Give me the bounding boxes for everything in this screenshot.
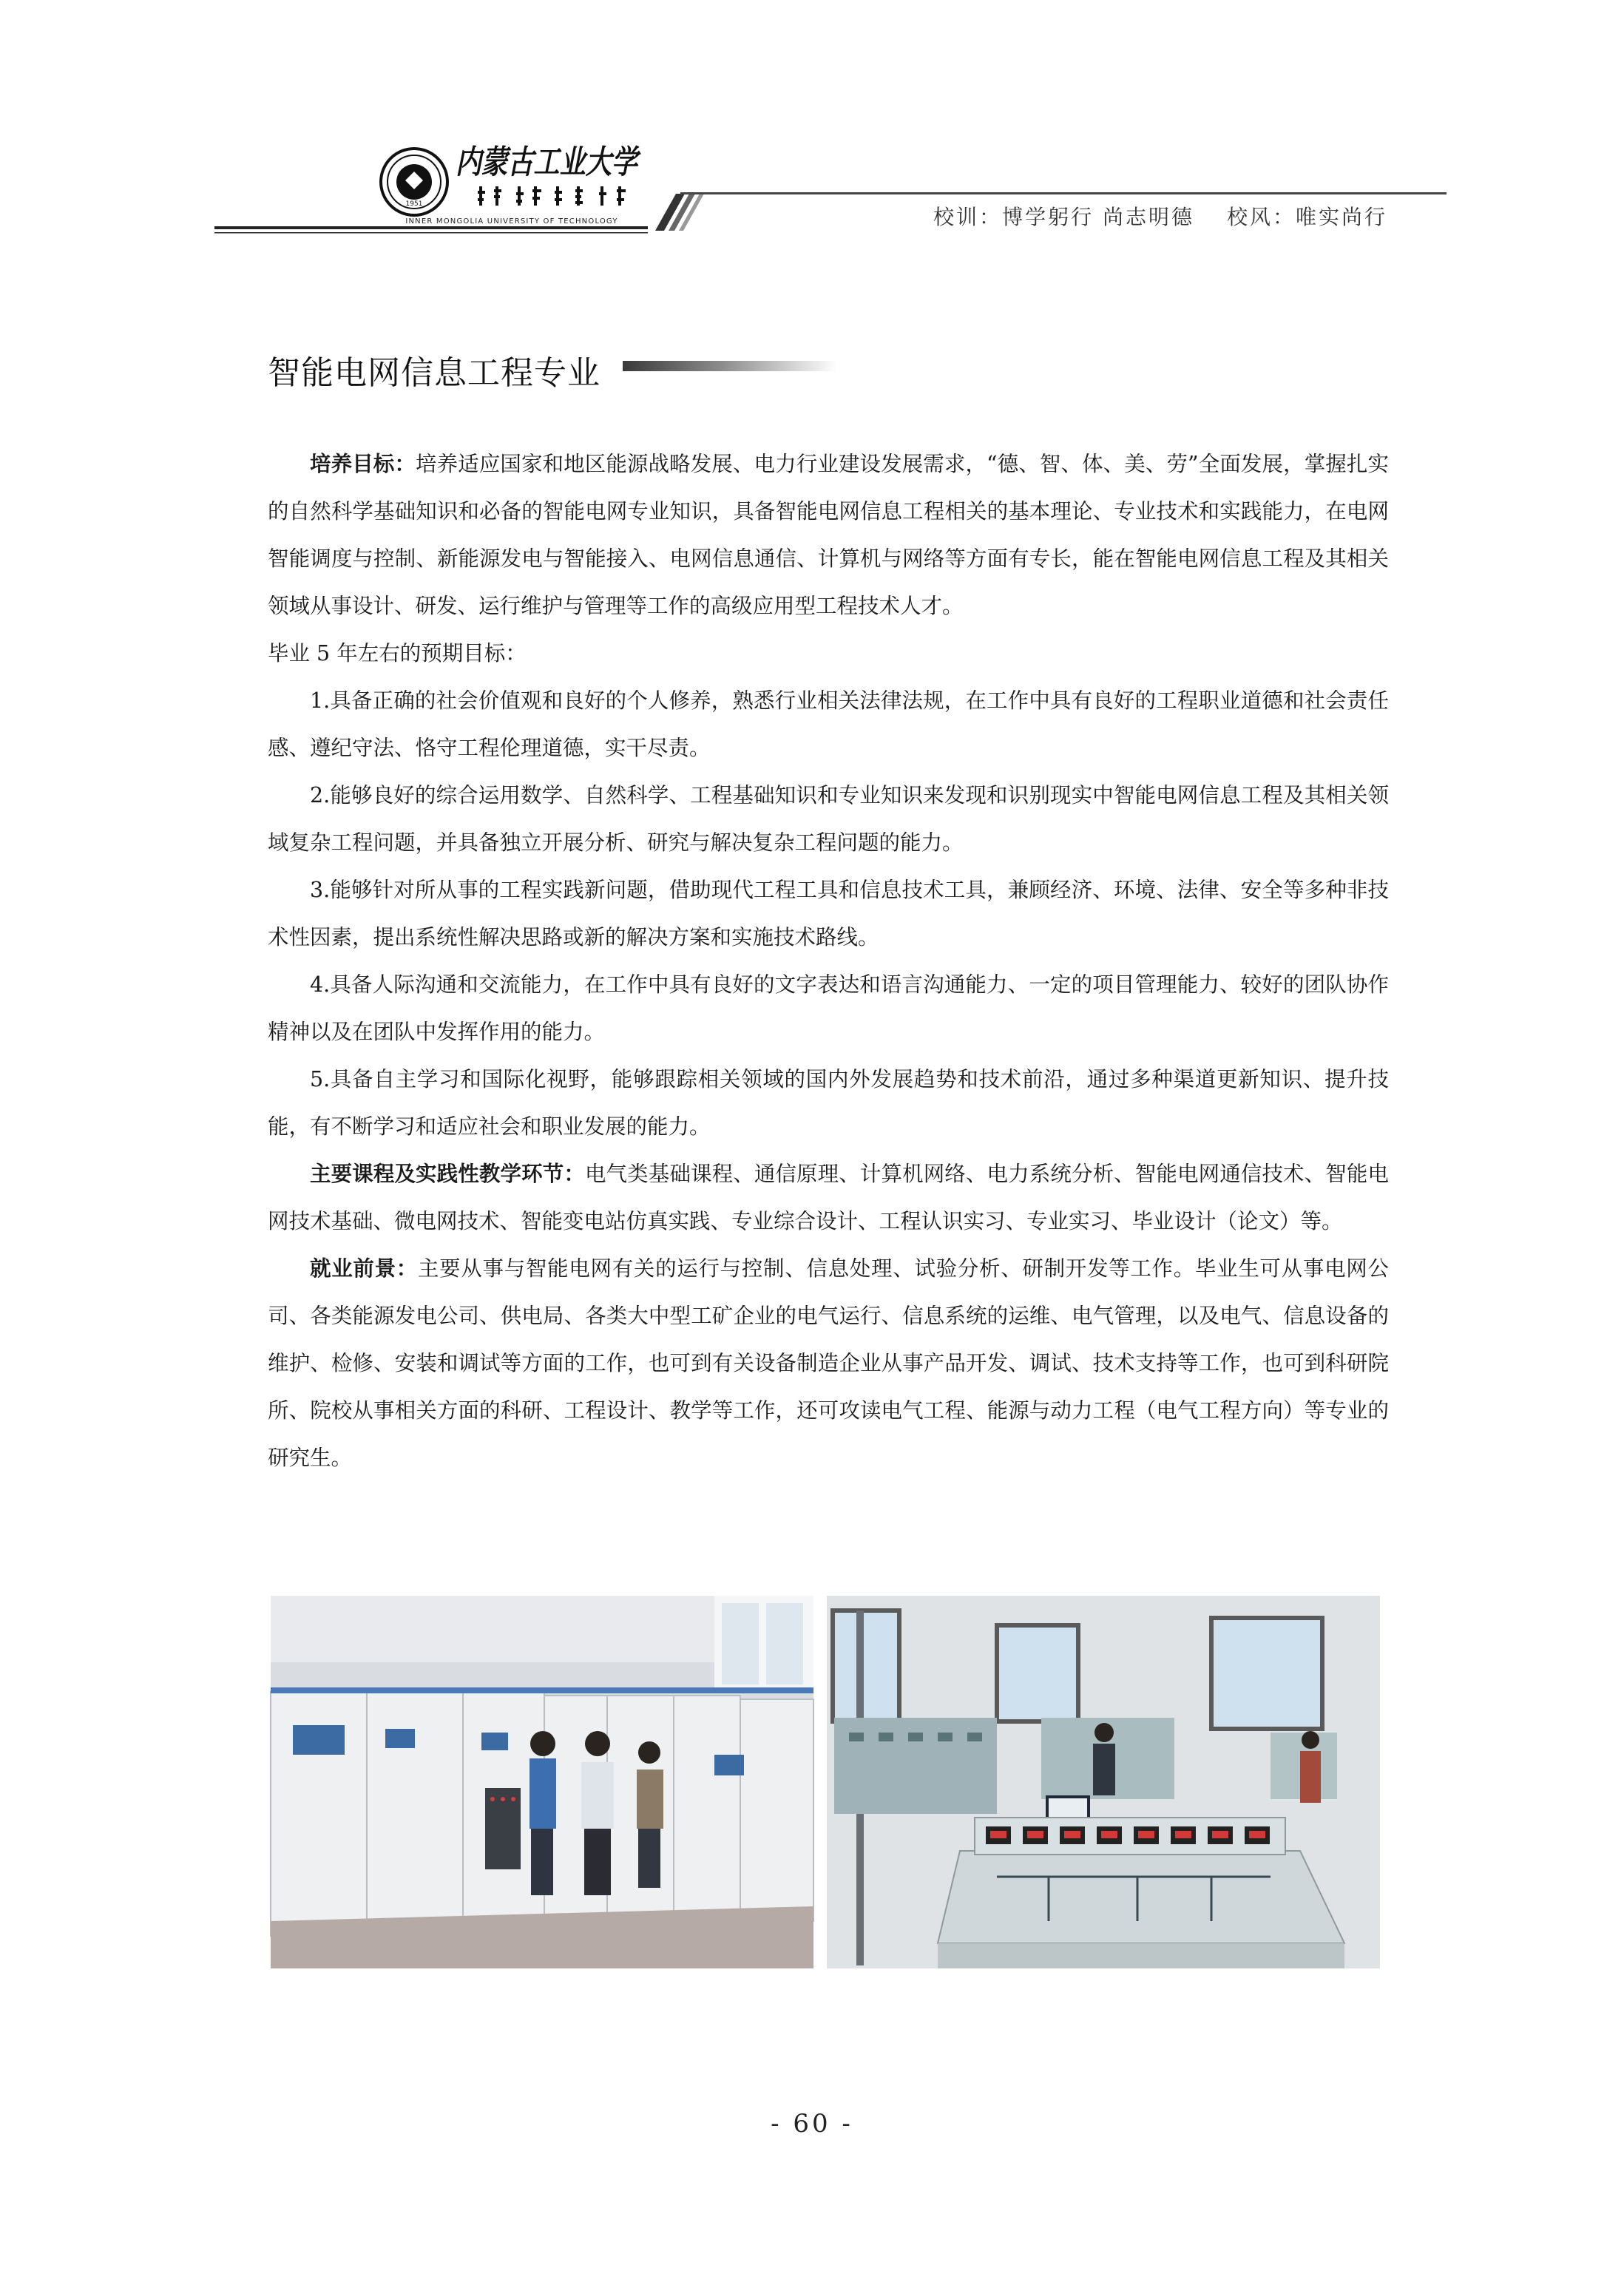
lab-photo-cabinets: [271, 1596, 813, 1968]
university-name-en: INNER MONGOLIA UNIVERSITY OF TECHNOLOGY: [405, 217, 618, 226]
svg-text:1951: 1951: [405, 200, 423, 208]
university-seal-icon: [379, 146, 450, 217]
motto-label: 校训：: [933, 205, 1003, 229]
mongolian-script-name: [475, 183, 630, 209]
section-title: 智能电网信息工程专业: [268, 354, 600, 392]
lab-photo-console: [827, 1596, 1380, 1968]
five-year-intro: 毕业 5 年左右的预期目标：: [268, 641, 527, 666]
svg-text:内蒙古工业大学: 内蒙古工业大学: [456, 143, 641, 181]
title-decoration-bar: [623, 361, 837, 371]
document-body: [268, 441, 1389, 1482]
objective-item: 5.具备自主学习和国际化视野，能够跟踪相关领域的国内外发展趋势和技术前沿，通过多种渠道更新知识、提升技能，有不断学习和适应社会和职业发展的能力。: [268, 1067, 1389, 1139]
school-motto: [933, 201, 1387, 231]
motto-text: 博学躬行 尚志明德: [1002, 205, 1194, 229]
employment-label: 就业前景：: [310, 1256, 418, 1281]
objective-item: 2.能够良好的综合运用数学、自然科学、工程基础知识和专业知识来发现和识别现实中智能电网信息工程及其相关领域复杂工程问题，并具备独立开展分析、研究与解决复杂工程问题的能力。: [268, 783, 1389, 855]
university-logo: [379, 140, 645, 229]
goals-text: 培养适应国家和地区能源战略发展、电力行业建设发展需求，“德、智、体、美、劳”全面发展，掌握扎实的自然科学基础知识和必备的智能电网专业知识，具备智能电网信息工程相关的基本理论、专业技术和实践能力，在电网智能调度与控制、新能源发电与智能接入、电网信息通信、计算机与网络等方面有专长，能在智能电网信息工程及其相关领域从事设计、研发、运行维护与管理等工作的高级应用型工程技术人才。: [268, 452, 1389, 618]
style-text: 唯实尚行: [1295, 205, 1387, 229]
courses-text: 电气类基础课程、通信原理、计算机网络、电力系统分析、智能电网通信技术、智能电网技术基础、微电网技术、智能变电站仿真实践、专业综合设计、工程认识实习、专业实习、毕业设计（论文）等。: [268, 1162, 1389, 1233]
style-label: 校风：: [1226, 205, 1296, 229]
objective-item: 4.具备人际沟通和交流能力，在工作中具有良好的文字表达和语言沟通能力、一定的项目管理能力、较好的团队协作精神以及在团队中发挥作用的能力。: [268, 972, 1389, 1044]
page-number: - 60 -: [771, 2109, 853, 2139]
employment-paragraph: [268, 1245, 1389, 1482]
page-header: [0, 0, 1624, 251]
courses-paragraph: [268, 1151, 1389, 1245]
objective-item: 1.具备正确的社会价值观和良好的个人修养，熟悉行业相关法律法规，在工作中具有良好的工程职业道德和社会责任感、遵纪守法、恪守工程伦理道德，实干尽责。: [268, 688, 1389, 760]
university-name-calligraphy: [456, 140, 640, 182]
employment-text: 主要从事与智能电网有关的运行与控制、信息处理、试验分析、研制开发等工作。毕业生可从事电网公司、各类能源发电公司、供电局、各类大中型工矿企业的电气运行、信息系统的运维、电气管理，以及电气、信息设备的维护、检修、安装和调试等方面的工作，也可到有关设备制造企业从事产品开发、调试、技术支持等工作，也可到科研院所、院校从事相关方面的科研、工程设计、教学等工作，还可攻读电气工程、能源与动力工程（电气工程方向）等专业的研究生。: [268, 1256, 1389, 1470]
objective-item: 3.能够针对所从事的工程实践新问题，借助现代工程工具和信息技术工具，兼顾经济、环境、法律、安全等多种非技术性因素，提出系统性解决思路或新的解决方案和实施技术路线。: [268, 878, 1389, 949]
courses-label: 主要课程及实践性教学环节：: [310, 1162, 585, 1186]
goals-label: 培养目标：: [310, 452, 416, 476]
goals-paragraph: [268, 441, 1389, 630]
